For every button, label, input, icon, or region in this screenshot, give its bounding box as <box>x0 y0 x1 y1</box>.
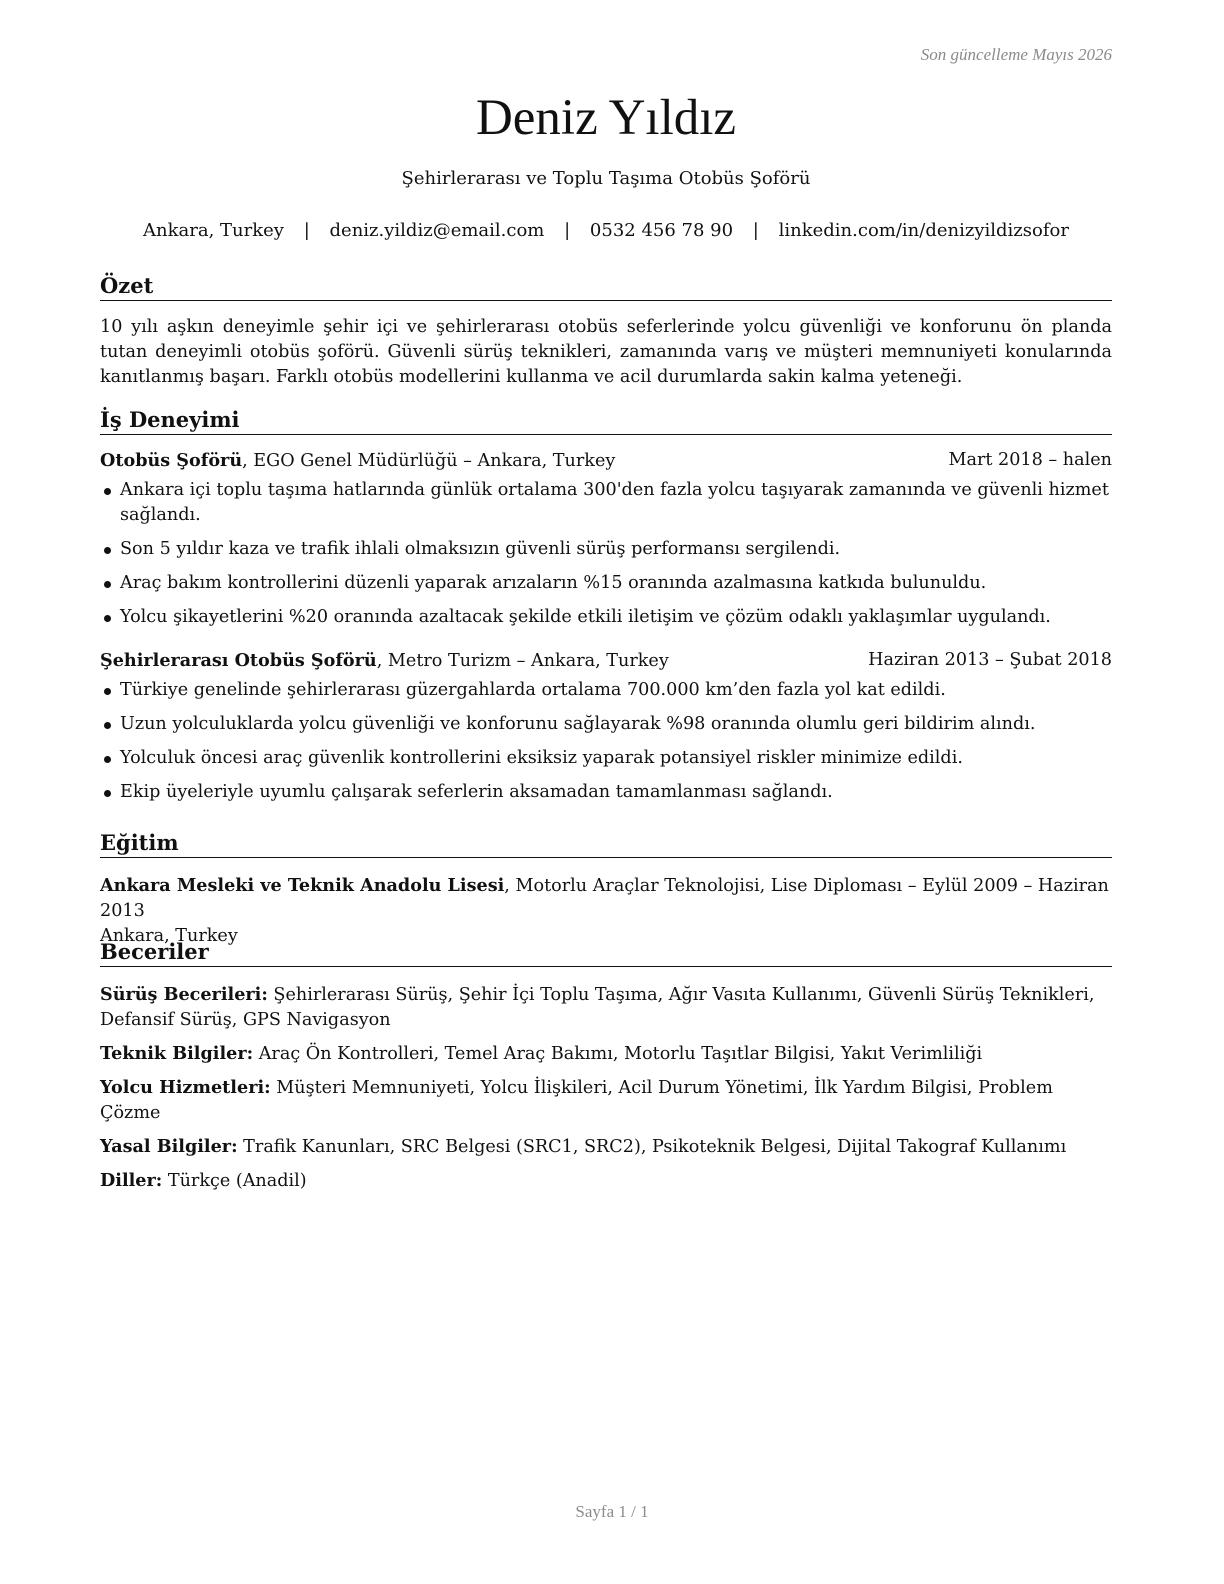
skill-value: Müşteri Memnuniyeti, Yolcu İlişkileri, Acil Durum Yönetimi, İlk Yardım Bilgisi, Problem Çözme <box>100 1078 1053 1123</box>
contact-phone[interactable]: 0532 456 78 90 <box>589 220 734 241</box>
list-item: Son 5 yıldır kaza ve trafik ihlali olmaksızın güvenli sürüş performansı sergilendi. <box>100 537 1112 562</box>
skill-row <box>100 1168 1112 1194</box>
skill-label: Diller: <box>100 1170 163 1191</box>
list-item: Ekip üyeleriyle uyumlu çalışarak seferlerin aksamadan tamamlanması sağlandı. <box>100 780 1112 805</box>
section-heading: İş Deneyimi <box>100 406 1112 435</box>
contact-separator: | <box>752 220 759 241</box>
list-item: Yolcu şikayetlerini %20 oranında azaltacak şekilde etkili iletişim ve çözüm odaklı yaklaşımlar uygulandı. <box>100 605 1112 630</box>
contact-location: Ankara, Turkey <box>143 220 284 241</box>
school-name: Ankara Mesleki ve Teknik Anadolu Lisesi <box>100 875 505 896</box>
skills-section <box>100 938 1112 1202</box>
skill-label: Yasal Bilgiler: <box>100 1136 238 1157</box>
contact-email[interactable]: deniz.yildiz@email.com <box>329 220 545 241</box>
section-heading: Beceriler <box>100 938 1112 967</box>
list-item: Ankara içi toplu taşıma hatlarında günlük ortalama 300'den fazla yolcu taşıyarak zamanında ve güvenli hizmet sağlandı. <box>100 478 1112 528</box>
job-header <box>100 648 1112 674</box>
skill-label: Sürüş Becerileri: <box>100 984 268 1005</box>
skill-label: Yolcu Hizmetleri: <box>100 1077 271 1098</box>
experience-section <box>100 406 1112 814</box>
skills-list <box>100 982 1112 1194</box>
skill-value: Trafik Kanunları, SRC Belgesi (SRC1, SRC2), Psikoteknik Belgesi, Dijital Takograf Kullanımı <box>237 1137 1067 1157</box>
job-bullets <box>100 478 1112 630</box>
skill-row <box>100 1075 1112 1126</box>
list-item: Araç bakım kontrollerini düzenli yaparak arızaların %15 oranında azalmasına katkıda bulunuldu. <box>100 571 1112 596</box>
summary-text: 10 yılı aşkın deneyimle şehir içi ve şehirlerarası otobüs seferlerinde yolcu güvenliği ve konforunu ön planda tutan deneyimli otobüs şoförü. Güvenli sürüş teknikleri, zamanında varış ve müşteri memnuniyeti konularında kanıtlanmış başarı. Farklı otobüs modellerini kullanma ve acil durumlarda sakin kalma yeteneği. <box>100 317 1112 387</box>
job-org: , Metro Turizm – Ankara, Turkey <box>376 651 669 671</box>
last-updated: Son güncelleme Mayıs 2026 <box>920 45 1112 64</box>
job-header <box>100 448 1112 474</box>
skill-value: Türkçe (Anadil) <box>162 1171 307 1191</box>
skill-row <box>100 982 1112 1033</box>
candidate-name: Deniz Yıldız <box>475 90 737 146</box>
contact-linkedin[interactable]: linkedin.com/in/denizyildizsofor <box>778 220 1069 241</box>
skill-label: Teknik Bilgiler: <box>100 1043 254 1064</box>
education-details: , Motorlu Araçlar Teknolojisi, Lise Diploması – Eylül 2009 – Haziran 2013 <box>100 876 1109 921</box>
education-section <box>100 829 1112 949</box>
job-role: Şehirlerarası Otobüs Şoförü <box>100 650 377 671</box>
job-dates: Mart 2018 – halen <box>948 450 1112 470</box>
job-role: Otobüs Şoförü <box>100 450 243 471</box>
job-dates: Haziran 2013 – Şubat 2018 <box>868 650 1112 670</box>
contact-line <box>100 219 1112 243</box>
skill-row <box>100 1134 1112 1160</box>
job-bullets <box>100 678 1112 805</box>
section-heading: Eğitim <box>100 829 1112 858</box>
list-item: Türkiye genelinde şehirlerarası güzergahlarda ortalama 700.000 km’den fazla yol kat edildi. <box>100 678 1112 703</box>
summary-section <box>100 272 1112 390</box>
list-item: Yolculuk öncesi araç güvenlik kontrollerini eksiksiz yaparak potansiyel riskler minimize edildi. <box>100 746 1112 771</box>
contact-separator: | <box>564 220 571 241</box>
education-location: Ankara, Turkey <box>100 926 238 946</box>
skill-row <box>100 1041 1112 1067</box>
list-item: Uzun yolculuklarda yolcu güvenliği ve konforunu sağlayarak %98 oranında olumlu geri bildirim alındı. <box>100 712 1112 737</box>
section-heading: Özet <box>100 272 1112 301</box>
contact-separator: | <box>303 220 310 241</box>
page-number: Sayfa 1 / 1 <box>575 1502 649 1521</box>
job-entry <box>100 448 1112 630</box>
skill-value: Şehirlerarası Sürüş, Şehir İçi Toplu Taşıma, Ağır Vasıta Kullanımı, Güvenli Sürüş Teknikleri, Defansif Sürüş, GPS Navigasyon <box>100 985 1095 1030</box>
job-org: , EGO Genel Müdürlüğü – Ankara, Turkey <box>242 451 616 471</box>
skill-value: Araç Ön Kontrolleri, Temel Araç Bakımı, Motorlu Taşıtlar Bilgisi, Yakıt Verimliliği <box>253 1044 983 1064</box>
job-entry <box>100 648 1112 805</box>
job-title: Şehirlerarası ve Toplu Taşıma Otobüs Şoförü <box>401 168 811 189</box>
resume-page <box>100 0 1112 1584</box>
